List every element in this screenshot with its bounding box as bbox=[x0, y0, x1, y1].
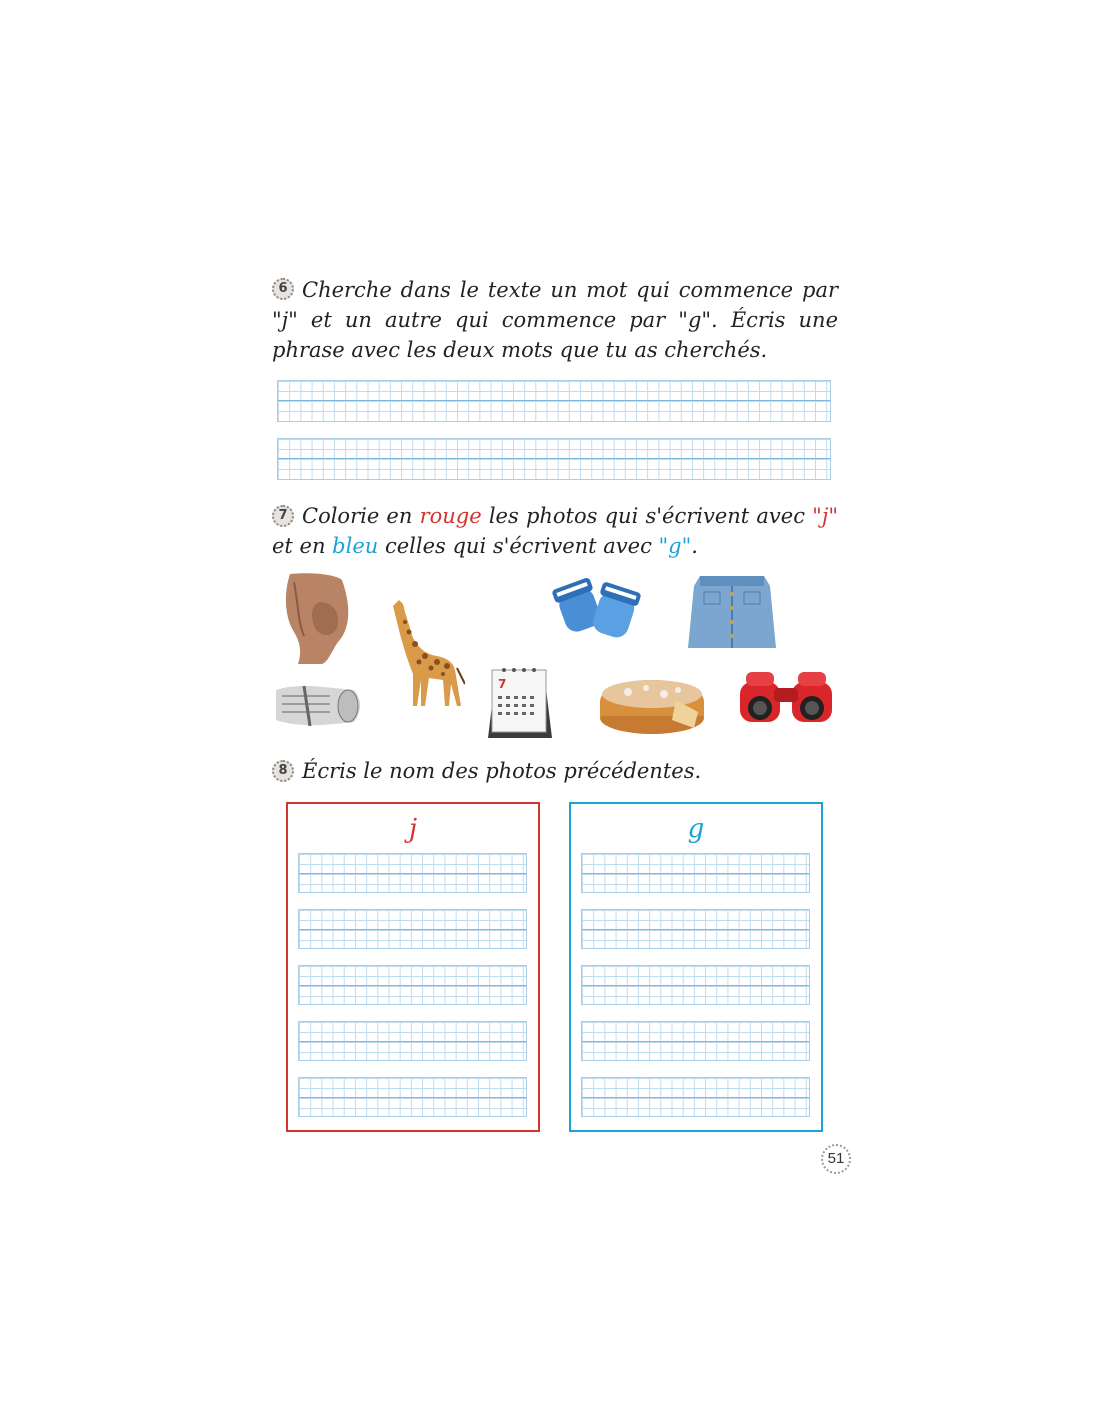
exercise-6-instruction: Cherche dans le texte un mot qui commence par "j" et un autre qui commence par "g". Écris une phrase avec les deux mots que tu as cherchés. bbox=[272, 278, 838, 362]
calendar-day: 7 bbox=[498, 677, 507, 691]
j-box-label: j bbox=[408, 814, 418, 844]
j-writing-line-1[interactable] bbox=[298, 853, 527, 893]
skirt-photo[interactable] bbox=[686, 572, 778, 652]
exercise-8-instruction: Écris le nom des photos précédentes. bbox=[302, 759, 702, 783]
j-writing-line-2[interactable] bbox=[298, 909, 527, 949]
j-writing-line-5[interactable] bbox=[298, 1077, 527, 1117]
word-bleu: bleu bbox=[332, 534, 379, 558]
calendar-photo[interactable] bbox=[484, 664, 554, 740]
text: Colorie en bbox=[302, 504, 420, 528]
gloves-photo[interactable] bbox=[552, 576, 644, 646]
newspaper-photo[interactable] bbox=[274, 682, 362, 728]
g-writing-line-1[interactable] bbox=[581, 853, 810, 893]
knee-photo[interactable] bbox=[280, 572, 360, 664]
exercise-7-number: 7 bbox=[272, 505, 294, 527]
g-box-label: g bbox=[687, 814, 705, 844]
exercise-7-instruction bbox=[272, 501, 838, 561]
writing-line-2[interactable] bbox=[277, 438, 831, 480]
text: et en bbox=[272, 534, 333, 558]
giraffe-photo[interactable] bbox=[385, 598, 465, 710]
text: . bbox=[691, 534, 698, 558]
binoculars-photo[interactable] bbox=[736, 668, 836, 732]
g-writing-line-5[interactable] bbox=[581, 1077, 810, 1117]
cake-photo[interactable] bbox=[598, 672, 706, 736]
letter-j: "j" bbox=[812, 504, 838, 528]
word-rouge: rouge bbox=[419, 504, 482, 528]
g-writing-line-3[interactable] bbox=[581, 965, 810, 1005]
page-number: 51 bbox=[821, 1144, 851, 1174]
text: les photos qui s'écrivent avec bbox=[481, 504, 813, 528]
g-writing-line-4[interactable] bbox=[581, 1021, 810, 1061]
j-writing-line-4[interactable] bbox=[298, 1021, 527, 1061]
g-writing-line-2[interactable] bbox=[581, 909, 810, 949]
letter-g: "g" bbox=[658, 534, 692, 558]
j-writing-line-3[interactable] bbox=[298, 965, 527, 1005]
writing-line-1[interactable] bbox=[277, 380, 831, 422]
exercise-8-number: 8 bbox=[272, 760, 294, 782]
exercise-6-number: 6 bbox=[272, 278, 294, 300]
text: celles qui s'écrivent avec bbox=[378, 534, 659, 558]
